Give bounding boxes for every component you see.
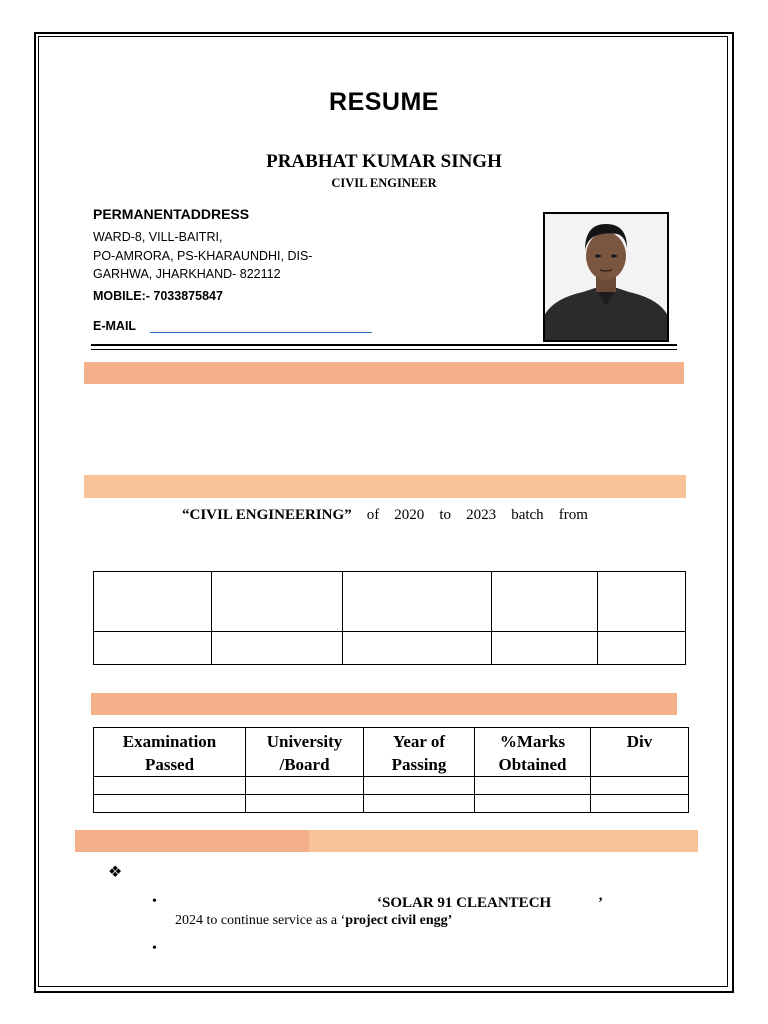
- education-word: 2023: [466, 507, 497, 523]
- table-cell: [598, 572, 686, 632]
- diamond-bullet-icon: ❖: [108, 864, 123, 881]
- address-line: PO-AMRORA, PS-KHARAUNDHI, DIS-: [93, 249, 313, 263]
- table-cell: [475, 795, 591, 813]
- section-band-education: [84, 475, 686, 498]
- resume-title: RESUME: [329, 88, 439, 116]
- header-divider: [91, 349, 677, 350]
- candidate-role: CIVIL ENGINEER: [331, 176, 437, 190]
- education-word: of: [366, 507, 380, 523]
- course-name: “CIVIL ENGINEERING”: [182, 507, 352, 523]
- profile-photo-image: [545, 214, 667, 340]
- experience-role: project civil engg’: [345, 913, 453, 928]
- mobile-number: MOBILE:- 7033875847: [93, 289, 223, 303]
- table-row: [94, 795, 689, 813]
- table-row: [94, 777, 689, 795]
- table-cell: [364, 795, 475, 813]
- table-cell: [94, 572, 212, 632]
- section-band-experience-left: [75, 830, 309, 852]
- list-bullet-icon: •: [152, 894, 157, 909]
- table-row: [94, 572, 686, 632]
- table-cell: [364, 777, 475, 795]
- table-cell: [343, 572, 492, 632]
- education-word: from: [558, 507, 588, 523]
- table-cell: [343, 632, 492, 665]
- experience-detail-prefix: 2024 to continue service as a ‘: [175, 913, 346, 928]
- table-cell: [246, 777, 364, 795]
- table-cell: [492, 572, 598, 632]
- email-link-line[interactable]: [150, 332, 372, 333]
- header-divider: [91, 344, 677, 346]
- candidate-name: PRABHAT KUMAR SINGH: [266, 151, 502, 172]
- table-header-row: [94, 728, 689, 777]
- table-cell: [246, 795, 364, 813]
- address-line: GARHWA, JHARKHAND- 822112: [93, 267, 281, 281]
- section-band-qualification: [91, 693, 677, 715]
- education-summary: [182, 507, 588, 524]
- table-cell: [598, 632, 686, 665]
- table-cell: [591, 795, 689, 813]
- profile-photo: [543, 212, 669, 342]
- education-word: 2020: [394, 507, 425, 523]
- section-band-experience-right: [309, 830, 698, 852]
- table-row: [94, 632, 686, 665]
- table-cell: [492, 632, 598, 665]
- address-line: WARD-8, VILL-BAITRI,: [93, 230, 223, 244]
- section-band-objective: [84, 362, 684, 384]
- table-cell: [591, 777, 689, 795]
- column-header-marks: %Marks Obtained: [475, 728, 591, 777]
- experience-closing-quote: ’: [598, 895, 603, 911]
- address-heading: PERMANENTADDRESS: [93, 206, 250, 222]
- column-header-university: University /Board: [246, 728, 364, 777]
- education-word: batch: [511, 507, 544, 523]
- table-cell: [212, 632, 343, 665]
- column-header-examination: Examination Passed: [94, 728, 246, 777]
- experience-detail: [175, 913, 452, 929]
- table-cell: [94, 777, 246, 795]
- qualification-table: [93, 727, 689, 813]
- column-header-div: Div: [591, 728, 689, 777]
- experience-company: ‘SOLAR 91 CLEANTECH: [377, 895, 552, 911]
- table-cell: [94, 632, 212, 665]
- table-cell: [94, 795, 246, 813]
- table-cell: [475, 777, 591, 795]
- education-table: [93, 571, 686, 665]
- column-header-year: Year of Passing: [364, 728, 475, 777]
- email-label: E-MAIL: [93, 319, 137, 333]
- table-cell: [212, 572, 343, 632]
- list-bullet-icon: •: [152, 941, 157, 956]
- education-word: to: [439, 507, 452, 523]
